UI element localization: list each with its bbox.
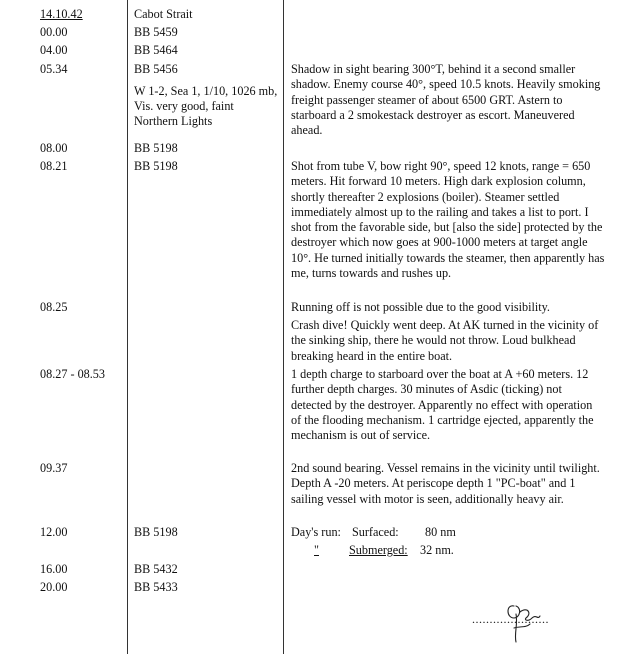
entry-time: 08.21 <box>40 159 68 173</box>
log-date: 14.10.42 <box>40 7 83 21</box>
entry-remark: Shot from tube V, bow right 90°, speed 12 knots, range = 650 meters. Hit forward 10 meters. High dark explosion column, shortly thereafter 2 explosions (boiler). Steamer settled immediately almost up to the railing and takes a list to port. I shot from the favorable side, but [also the side] protected by the destroyer which now goes at 900-1000 meters at target angle 10°. He turned initially towards the steamer, then apparently has me, turns towards and rushes up. <box>291 159 605 281</box>
entry-time: 09.37 <box>40 461 68 475</box>
weather-conditions: W 1-2, Sea 1, 1/10, 1026 mb, <box>134 84 278 98</box>
surfaced-value: 80 nm <box>425 525 456 539</box>
days-run-label: Day's run: <box>291 525 341 539</box>
entry-remark: Shadow in sight bearing 300°T, behind it a second smaller shadow. Enemy course 40°, speed 10.5 knots. Heavily smoking freight passenger steamer of about 6500 GRT. Astern to starboard a 2 smokestack destroyer as escort. Maneuvered ahead. <box>291 62 601 138</box>
entry-remark: 1 depth charge to starboard over the boat at A +60 meters. 12 further depth charges. 30 minutes of Asdic (ticking) not detected by the destroyer. Apparently no effect with operation of the flooding mechanism. 1 cartridge ejected, apparently the mechanism is out of service. <box>291 367 594 443</box>
entry-remark: 2nd sound bearing. Vessel remains in the vicinity until twilight. Depth A -20 meters. At periscope depth 1 "PC-boat" and 1 sailing vessel with motor is seen, additionally heavy air. <box>291 461 600 506</box>
column-divider-1 <box>127 0 128 654</box>
entry-grid: BB 5432 <box>134 562 178 576</box>
entry-remark: Crash dive! Quickly went deep. At AK turned in the vicinity of the sinking ship, there he would not throw. Loud bulkhead breaking heard in the entire boat. <box>291 318 599 363</box>
handwritten-signature-icon <box>470 594 580 650</box>
submerged-value: 32 nm. <box>420 543 454 557</box>
entry-grid: BB 5464 <box>134 43 178 57</box>
entry-time: 00.00 <box>40 25 68 39</box>
entry-time: 12.00 <box>40 525 68 539</box>
signature <box>470 594 580 650</box>
entry-grid: BB 5198 <box>134 525 178 539</box>
entry-grid: BB 5198 <box>134 141 178 155</box>
log-position: Cabot Strait <box>134 7 193 21</box>
entry-time: 20.00 <box>40 580 68 594</box>
entry-grid: BB 5433 <box>134 580 178 594</box>
entry-time: 08.27 - 08.53 <box>40 367 105 381</box>
column-divider-2 <box>283 0 284 654</box>
weather-conditions: Northern Lights <box>134 114 213 128</box>
entry-grid: BB 5456 <box>134 62 178 76</box>
entry-time: 08.25 <box>40 300 68 314</box>
entry-grid: BB 5459 <box>134 25 178 39</box>
submerged-label: Submerged: <box>349 543 408 557</box>
entry-time: 05.34 <box>40 62 68 76</box>
entry-grid: BB 5198 <box>134 159 178 173</box>
weather-conditions: Vis. very good, faint <box>134 99 234 113</box>
entry-remark: Running off is not possible due to the good visibility. <box>291 300 550 314</box>
surfaced-label: Surfaced: <box>352 525 399 539</box>
entry-time: 04.00 <box>40 43 68 57</box>
ditto-mark: " <box>314 543 319 557</box>
signature-dotted-line: ...................... <box>472 612 549 626</box>
entry-time: 08.00 <box>40 141 68 155</box>
entry-time: 16.00 <box>40 562 68 576</box>
